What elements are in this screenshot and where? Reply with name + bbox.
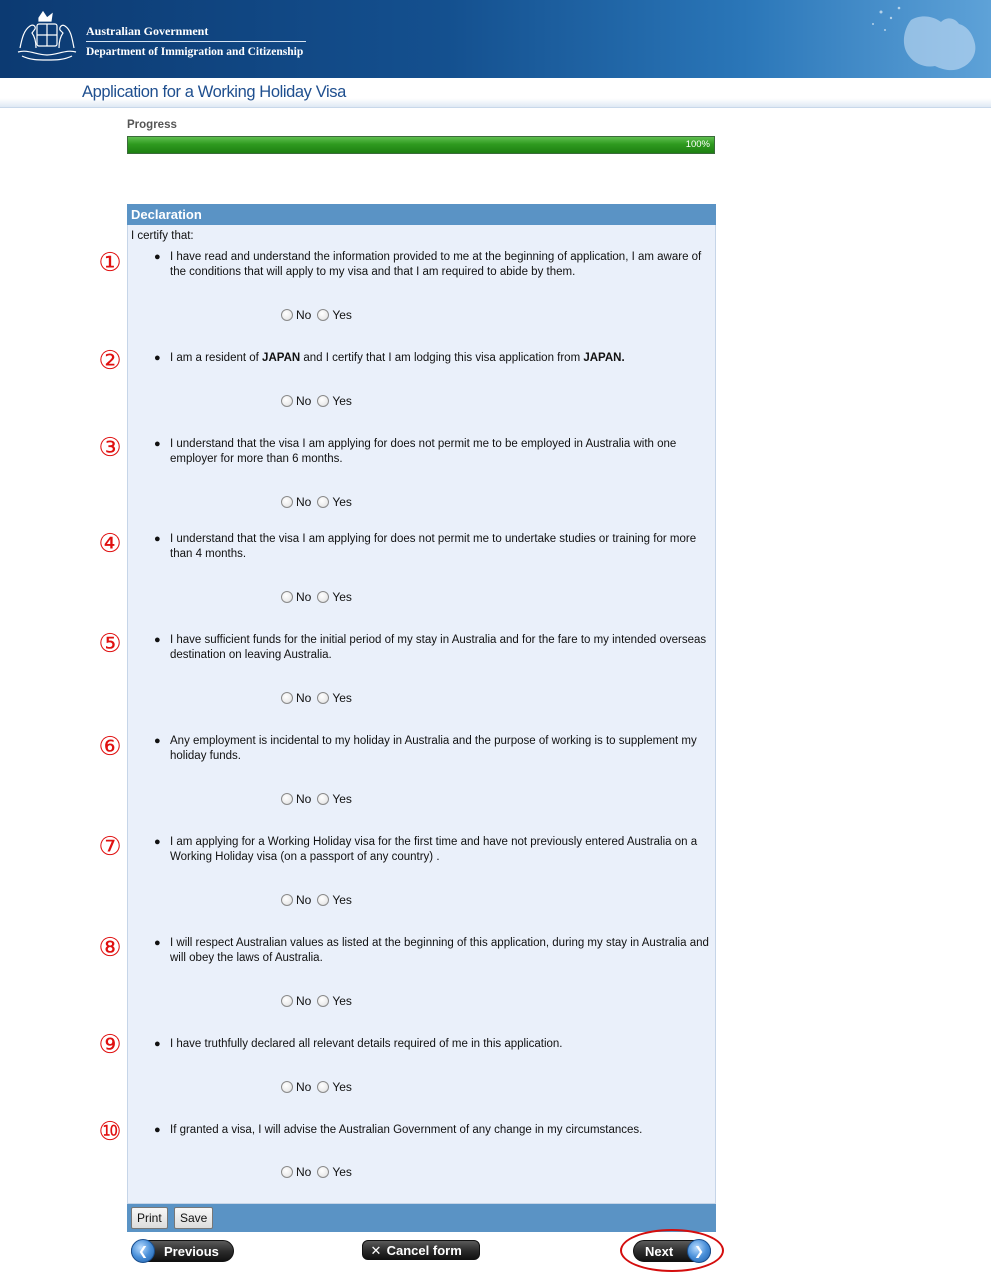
- statement-text: I have sufficient funds for the initial period of my stay in Australia and for the fare to my intended overseas destination on leaving Australia.: [170, 634, 707, 661]
- radio-yes-label[interactable]: Yes: [332, 1080, 352, 1094]
- declaration-statement: [170, 532, 715, 562]
- radio-yes[interactable]: [317, 1081, 329, 1093]
- arrow-right-icon: ❯: [687, 1239, 711, 1263]
- radio-no[interactable]: [281, 1166, 293, 1178]
- next-button-label: Next: [645, 1244, 674, 1259]
- radio-no-label[interactable]: No: [296, 691, 312, 705]
- declaration-statement: [170, 1037, 715, 1052]
- yes-no-radio-group: [281, 792, 358, 806]
- statement-text: I understand that the visa I am applying for does not permit me to undertake studies or training for more than 4 months.: [170, 533, 697, 560]
- radio-yes[interactable]: [317, 793, 329, 805]
- radio-no-label[interactable]: No: [296, 1165, 312, 1179]
- yes-no-radio-group: [281, 893, 358, 907]
- previous-button-label: Previous: [164, 1244, 219, 1259]
- progress-percent: 100%: [685, 139, 710, 150]
- bullet-icon: ●: [154, 533, 161, 545]
- radio-yes-label[interactable]: Yes: [332, 495, 352, 509]
- radio-yes[interactable]: [317, 995, 329, 1007]
- statement-text: I understand that the visa I am applying for does not permit me to be employed in Australia with one employer for more than 6 months.: [170, 438, 677, 465]
- bullet-icon: ●: [154, 1124, 161, 1136]
- statement-text: and I certify that I am lodging this visa application from: [300, 352, 584, 364]
- yes-no-radio-group: [281, 994, 358, 1008]
- save-button[interactable]: Save: [174, 1207, 213, 1229]
- statement-emphasis: JAPAN: [262, 352, 301, 364]
- bullet-icon: ●: [154, 251, 161, 263]
- declaration-statement: [170, 633, 715, 663]
- radio-no-label[interactable]: No: [296, 792, 312, 806]
- yes-no-radio-group: [281, 691, 358, 705]
- bullet-icon: ●: [154, 1038, 161, 1050]
- radio-yes[interactable]: [317, 591, 329, 603]
- question-number-marker: ④: [98, 529, 122, 559]
- yes-no-radio-group: [281, 590, 358, 604]
- question-number-marker: ②: [98, 346, 122, 376]
- statement-emphasis: JAPAN.: [583, 352, 625, 364]
- coat-of-arms-icon: [12, 8, 82, 64]
- question-number-marker: ⑥: [98, 732, 122, 762]
- cancel-form-label: Cancel form: [386, 1243, 462, 1258]
- bullet-icon: ●: [154, 352, 161, 364]
- declaration-heading: Declaration: [127, 204, 716, 225]
- yes-no-radio-group: [281, 1165, 358, 1179]
- yes-no-radio-group: [281, 308, 358, 322]
- statement-text: I am applying for a Working Holiday visa for the first time and have not previously entered Australia on a Working Holiday visa (on a passport of any country) .: [170, 836, 698, 863]
- radio-no-label[interactable]: No: [296, 893, 312, 907]
- bullet-icon: ●: [154, 438, 161, 450]
- radio-yes[interactable]: [317, 894, 329, 906]
- statement-text: I have read and understand the information provided to me at the beginning of application, I am aware of the conditions that will apply to my visa and that I am required to abide by them.: [170, 251, 702, 278]
- question-number-marker: ⑩: [98, 1117, 122, 1147]
- yes-no-radio-group: [281, 495, 358, 509]
- cancel-form-button[interactable]: [362, 1240, 480, 1260]
- radio-yes-label[interactable]: Yes: [332, 893, 352, 907]
- statement-text: I have truthfully declared all relevant details required of me in this application.: [170, 1038, 563, 1050]
- radio-no-label[interactable]: No: [296, 1080, 312, 1094]
- declaration-statement: [170, 734, 715, 764]
- statement-text: I am a resident of: [170, 352, 263, 364]
- declaration-statement: [170, 835, 715, 865]
- question-number-marker: ⑧: [98, 933, 122, 963]
- bullet-icon: ●: [154, 735, 161, 747]
- australia-map-icon: [851, 0, 991, 78]
- close-icon: ✕: [370, 1243, 382, 1258]
- statement-text: If granted a visa, I will advise the Australian Government of any change in my circumstances.: [170, 1124, 643, 1136]
- next-highlight-ring: [620, 1229, 724, 1272]
- bullet-icon: ●: [154, 836, 161, 848]
- radio-yes-label[interactable]: Yes: [332, 308, 352, 322]
- bullet-icon: ●: [154, 937, 161, 949]
- radio-yes-label[interactable]: Yes: [332, 691, 352, 705]
- bullet-icon: ●: [154, 634, 161, 646]
- declaration-statement: [170, 437, 715, 467]
- government-name: Australian Government: [86, 24, 209, 38]
- question-number-marker: ①: [98, 248, 122, 278]
- question-number-marker: ⑤: [98, 629, 122, 659]
- radio-yes-label[interactable]: Yes: [332, 394, 352, 408]
- yes-no-radio-group: [281, 1080, 358, 1094]
- radio-no[interactable]: [281, 309, 293, 321]
- header-divider: [86, 41, 306, 42]
- radio-yes[interactable]: [317, 309, 329, 321]
- radio-yes-label[interactable]: Yes: [332, 994, 352, 1008]
- radio-no-label[interactable]: No: [296, 394, 312, 408]
- declaration-statement: [170, 250, 715, 280]
- radio-no[interactable]: [281, 1081, 293, 1093]
- progress-fill: [128, 137, 714, 153]
- radio-no[interactable]: [281, 692, 293, 704]
- question-number-marker: ⑦: [98, 832, 122, 862]
- previous-button[interactable]: [131, 1240, 234, 1262]
- declaration-statement: [170, 1123, 715, 1138]
- radio-no[interactable]: [281, 591, 293, 603]
- statement-text: Any employment is incidental to my holiday in Australia and the purpose of working is to supplement my holiday funds.: [170, 735, 697, 762]
- progress-bar: [127, 136, 715, 154]
- radio-no[interactable]: [281, 496, 293, 508]
- radio-no-label[interactable]: No: [296, 308, 312, 322]
- radio-no[interactable]: [281, 995, 293, 1007]
- radio-yes[interactable]: [317, 1166, 329, 1178]
- government-header: [0, 0, 991, 78]
- declaration-statement: [170, 936, 715, 966]
- certify-intro: I certify that:: [131, 230, 194, 242]
- radio-no[interactable]: [281, 395, 293, 407]
- radio-no[interactable]: [281, 793, 293, 805]
- form-footer-bar: [127, 1204, 716, 1232]
- progress-label: Progress: [127, 119, 177, 131]
- radio-yes[interactable]: [317, 395, 329, 407]
- radio-no[interactable]: [281, 894, 293, 906]
- radio-yes-label[interactable]: Yes: [332, 1165, 352, 1179]
- radio-yes[interactable]: [317, 496, 329, 508]
- declaration-statement: [170, 351, 715, 366]
- question-number-marker: ③: [98, 433, 122, 463]
- print-button[interactable]: Print: [131, 1207, 168, 1229]
- page-title: Application for a Working Holiday Visa: [82, 83, 346, 101]
- radio-no-label[interactable]: No: [296, 495, 312, 509]
- radio-yes[interactable]: [317, 692, 329, 704]
- radio-no-label[interactable]: No: [296, 590, 312, 604]
- statement-text: I will respect Australian values as listed at the beginning of this application, during my stay in Australia and will obey the laws of Australia.: [170, 937, 709, 964]
- radio-yes-label[interactable]: Yes: [332, 590, 352, 604]
- question-number-marker: ⑨: [98, 1030, 122, 1060]
- radio-no-label[interactable]: No: [296, 994, 312, 1008]
- yes-no-radio-group: [281, 394, 358, 408]
- radio-yes-label[interactable]: Yes: [332, 792, 352, 806]
- arrow-left-icon: ❮: [131, 1239, 155, 1263]
- department-name: Department of Immigration and Citizenship: [86, 46, 304, 58]
